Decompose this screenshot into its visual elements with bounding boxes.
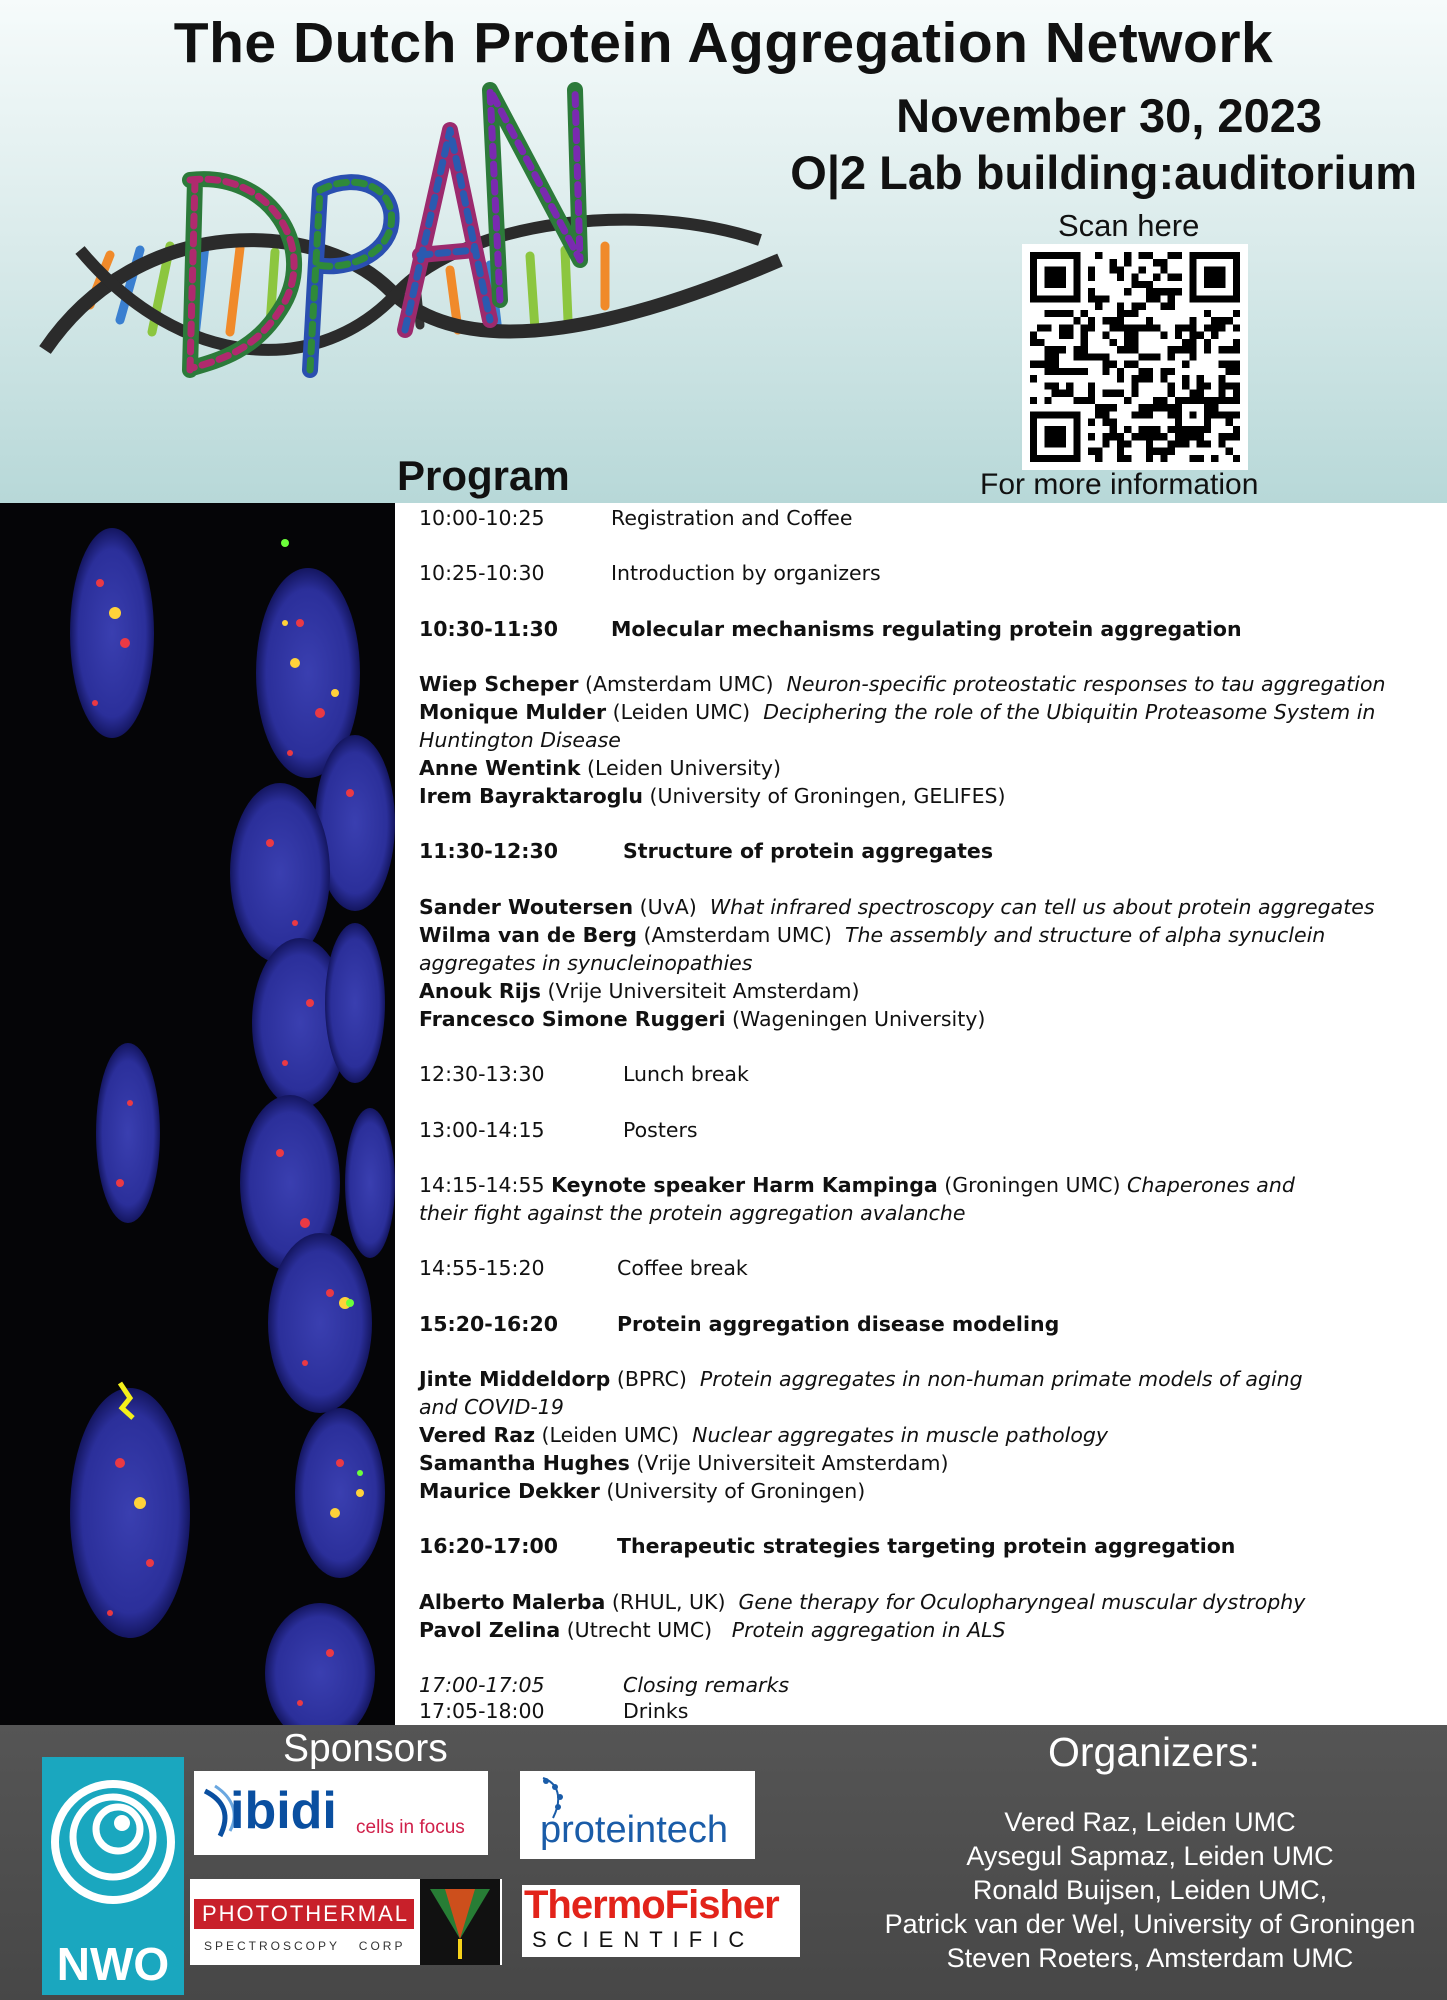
program-line: 17:00-17:05 Closing remarks xyxy=(419,1673,790,1697)
talk-continuation: aggregates in synucleinopathies xyxy=(419,951,753,975)
program-line: 13:00-14:15 Posters xyxy=(419,1118,698,1142)
sponsors-heading: Sponsors xyxy=(283,1727,448,1770)
speaker-line: Irem Bayraktaroglu (University of Groningen, GELIFES) xyxy=(419,784,1006,808)
organizer-item: Patrick van der Wel, University of Groningen xyxy=(884,1909,1416,1939)
talk-continuation: Huntington Disease xyxy=(419,728,621,752)
program-schedule xyxy=(395,503,1447,1725)
speaker-line: Wiep Scheper (Amsterdam UMC) Neuron-specific proteostatic responses to tau aggregation xyxy=(419,672,1386,696)
ibidi-tagline: cells in focus xyxy=(356,1817,465,1838)
event-date: November 30, 2023 xyxy=(896,89,1322,142)
program-line: 10:25-10:30 Introduction by organizers xyxy=(419,561,881,585)
program-line: 14:55-15:20 Coffee break xyxy=(419,1256,748,1280)
organizer-item: Ronald Buijsen, Leiden UMC, xyxy=(972,1875,1328,1905)
microscopy-image xyxy=(0,503,395,1725)
page-title: The Dutch Protein Aggregation Network xyxy=(173,11,1274,75)
more-info-label: For more information xyxy=(980,468,1259,501)
speaker-line: Samantha Hughes (Vrije Universiteit Amsterdam) xyxy=(419,1451,949,1475)
talk-continuation: their fight against the protein aggregation avalanche xyxy=(419,1201,966,1225)
session-heading: 11:30-12:30 Structure of protein aggregates xyxy=(419,839,994,863)
photothermal-logo[interactable] xyxy=(190,1879,502,1965)
thermofisher-sub: SCIENTIFIC xyxy=(532,1927,755,1952)
speaker-line: Wilma van de Berg (Amsterdam UMC) The assembly and structure of alpha synuclein xyxy=(419,923,1326,947)
speaker-line: Monique Mulder (Leiden UMC) Deciphering the role of the Ubiquitin Proteasome System in xyxy=(419,700,1376,724)
thermofisher-text: ThermoFisher xyxy=(524,1885,779,1927)
program-line: 12:30-13:30 Lunch break xyxy=(419,1062,749,1086)
footer xyxy=(0,1725,1447,2000)
nwo-swirl-icon xyxy=(42,1757,184,1927)
dpan-logo xyxy=(20,70,810,400)
speaker-line: Anouk Rijs (Vrije Universiteit Amsterdam) xyxy=(419,979,860,1003)
scan-label: Scan here xyxy=(1058,208,1200,243)
organizer-item: Aysegul Sapmaz, Leiden UMC xyxy=(966,1841,1334,1871)
session-heading: 10:30-11:30 Molecular mechanisms regulating protein aggregation xyxy=(419,617,1242,641)
ibidi-text: ibidi xyxy=(230,1782,337,1840)
program-line: 10:00-10:25 Registration and Coffee xyxy=(419,506,853,530)
speaker-line: Pavol Zelina (Utrecht UMC) Protein aggregation in ALS xyxy=(419,1618,1006,1642)
nwo-logo[interactable] xyxy=(42,1757,184,1995)
photothermal-text: PHOTOTHERMAL xyxy=(202,1901,409,1926)
speaker-line: Alberto Malerba (RHUL, UK) Gene therapy for Oculopharyngeal muscular dystrophy xyxy=(419,1590,1306,1614)
program-line: 17:05-18:00 Drinks xyxy=(419,1699,689,1723)
photothermal-laser-icon xyxy=(420,1879,500,1965)
speaker-line: Sander Woutersen (UvA) What infrared spectroscopy can tell us about protein aggregates xyxy=(419,895,1375,919)
session-heading: 15:20-16:20 Protein aggregation disease modeling xyxy=(419,1312,1060,1336)
session-heading: 16:20-17:00 Therapeutic strategies targeting protein aggregation xyxy=(419,1534,1236,1558)
ibidi-logo[interactable] xyxy=(194,1771,488,1855)
organizers-list xyxy=(860,1805,1440,1975)
header-banner xyxy=(0,0,1447,503)
nwo-text: NWO xyxy=(56,1938,170,1990)
speaker-line: Vered Raz (Leiden UMC) Nuclear aggregates in muscle pathology xyxy=(419,1423,1109,1447)
speaker-line: Jinte Middeldorp (BPRC) Protein aggregates in non-human primate models of aging xyxy=(419,1367,1303,1391)
organizer-item: Vered Raz, Leiden UMC xyxy=(1004,1807,1296,1837)
talk-continuation: and COVID-19 xyxy=(419,1395,564,1419)
photothermal-sub: SPECTROSCOPY CORP xyxy=(204,1939,406,1953)
event-venue: O|2 Lab building:auditorium xyxy=(790,146,1417,199)
qr-code-icon xyxy=(1030,252,1240,462)
speaker-line: Maurice Dekker (University of Groningen) xyxy=(419,1479,866,1503)
speaker-line: Anne Wentink (Leiden University) xyxy=(419,756,781,780)
proteintech-logo[interactable] xyxy=(520,1771,755,1859)
speaker-line: Francesco Simone Ruggeri (Wageningen University) xyxy=(419,1007,986,1031)
program-heading: Program xyxy=(397,452,570,499)
thermofisher-logo[interactable] xyxy=(522,1885,800,1957)
organizer-item: Steven Roeters, Amsterdam UMC xyxy=(946,1943,1354,1973)
keynote-line: 14:15-14:55 Keynote speaker Harm Kampinga (Groningen UMC) Chaperones and xyxy=(419,1173,1295,1197)
proteintech-text: proteintech xyxy=(540,1809,729,1851)
organizers-heading: Organizers: xyxy=(1048,1729,1260,1775)
qr-code[interactable] xyxy=(1022,244,1248,470)
